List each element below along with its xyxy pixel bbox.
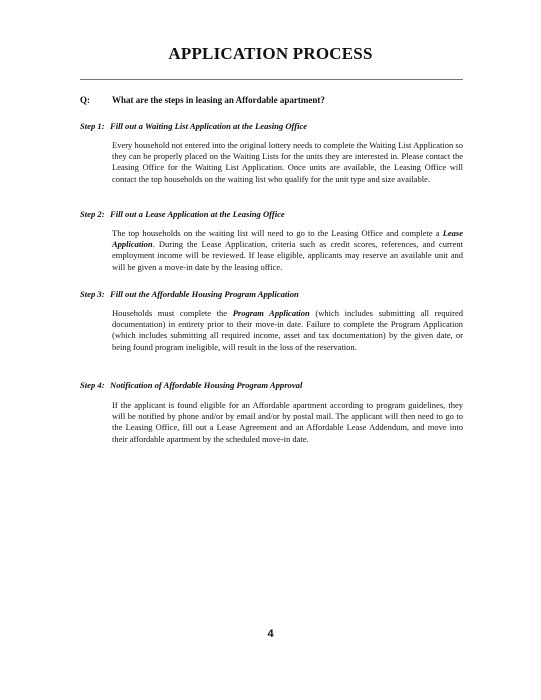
step-3-label: Step 3:: [80, 289, 105, 299]
step-3-title: Fill out the Affordable Housing Program Application: [110, 289, 299, 299]
step-1-text: Every household not entered into the original lottery needs to complete the Waiting List Application so they can be properly placed on the Waiting Lists for the units they are interested in. Please contact the Leasing Office for the Waiting List Application. Once units are available, the Leasing Office will contact the top households on the waiting list who qualify for the unit type and size available.: [112, 140, 463, 184]
step-4-paragraph: [112, 400, 463, 445]
step-4-title: Notification of Affordable Housing Program Approval: [110, 380, 303, 390]
question-label: Q:: [80, 95, 90, 105]
step-4-label: Step 4:: [80, 380, 105, 390]
step-4-text: If the applicant is found eligible for an Affordable apartment according to program guidelines, they will be notified by phone and/or by email and/or by postal mail. The applicant will then need to go to the Leasing Office, fill out a Lease Agreement and an Affordable Lease Addendum, and move into their affordable apartment by the scheduled move-in date.: [112, 400, 463, 444]
step-2-label: Step 2:: [80, 209, 105, 219]
question-text: What are the steps in leasing an Affordable apartment?: [112, 95, 325, 105]
lease-application-emphasis: Lease Application: [112, 228, 463, 250]
step-1-title: Fill out a Waiting List Application at the Leasing Office: [110, 121, 308, 131]
step-3-text-a: Households must complete the: [112, 308, 233, 318]
title-divider: [80, 79, 463, 80]
step-1-paragraph: [112, 140, 463, 185]
step-2-text-b: . During the Lease Application, criteria such as credit scores, references, and current employment income will be reviewed. If lease eligible, applicants may reserve an available unit and will be given a move-in date by the leasing office.: [112, 239, 463, 272]
page-number: 4: [267, 628, 274, 640]
step-3-paragraph: [112, 308, 463, 353]
step-2-title: Fill out a Lease Application at the Leasing Office: [110, 209, 285, 219]
step-1-label: Step 1:: [80, 121, 105, 131]
page-title: APPLICATION PROCESS: [168, 44, 373, 63]
step-3-text-b: (which includes submitting all required documentation) in entirety prior to their move-in date. Failure to complete the Program Application (which includes submitting all required income, asset and tax documentation) by the given date, or being found program ineligible, will result in the loss of the reservation.: [112, 308, 463, 352]
step-2-text-a: The top households on the waiting list will need to go to the Leasing Office and complete a: [112, 228, 443, 238]
program-application-emphasis: Program Application: [232, 308, 310, 318]
step-2-paragraph: [112, 228, 463, 273]
